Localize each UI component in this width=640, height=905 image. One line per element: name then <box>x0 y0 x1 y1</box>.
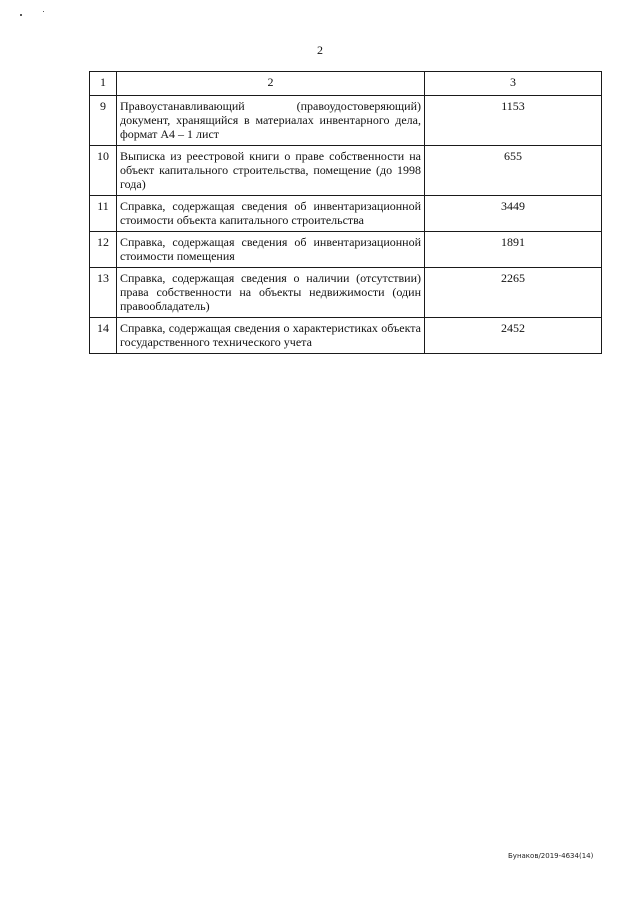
row-value: 1891 <box>425 232 602 268</box>
table-row <box>90 146 602 196</box>
row-number: 14 <box>90 318 117 354</box>
row-number: 10 <box>90 146 117 196</box>
document-code: Бунаков/2019-4634(14) <box>508 852 594 860</box>
row-description: Справка, содержащая сведения о наличии (отсутствии) права собственности на объекты недвижимости (один правообладатель) <box>117 268 425 318</box>
column-header-2: 2 <box>117 72 425 96</box>
row-number: 9 <box>90 96 117 146</box>
table-header-row <box>90 72 602 96</box>
row-value: 3449 <box>425 196 602 232</box>
table-row <box>90 268 602 318</box>
row-value: 2452 <box>425 318 602 354</box>
row-value: 1153 <box>425 96 602 146</box>
row-number: 12 <box>90 232 117 268</box>
scan-speck <box>20 14 22 16</box>
row-number: 13 <box>90 268 117 318</box>
row-description: Справка, содержащая сведения о характеристиках объекта государственного технического учета <box>117 318 425 354</box>
column-header-1: 1 <box>90 72 117 96</box>
table-row <box>90 232 602 268</box>
row-description: Справка, содержащая сведения об инвентаризационной стоимости объекта капитального строительства <box>117 196 425 232</box>
column-header-3: 3 <box>425 72 602 96</box>
row-description: Справка, содержащая сведения об инвентаризационной стоимости помещения <box>117 232 425 268</box>
table-row <box>90 196 602 232</box>
table-row <box>90 96 602 146</box>
row-value: 2265 <box>425 268 602 318</box>
row-description: Выписка из реестровой книги о праве собственности на объект капитального строительства, помещение (до 1998 года) <box>117 146 425 196</box>
table-row <box>90 318 602 354</box>
row-description: Правоустанавливающий (правоудостоверяющий) документ, хранящийся в материалах инвентарного дела, формат А4 – 1 лист <box>117 96 425 146</box>
page-number: 2 <box>317 43 323 57</box>
row-value: 655 <box>425 146 602 196</box>
price-table <box>89 71 602 354</box>
row-number: 11 <box>90 196 117 232</box>
scan-speck <box>43 11 44 12</box>
